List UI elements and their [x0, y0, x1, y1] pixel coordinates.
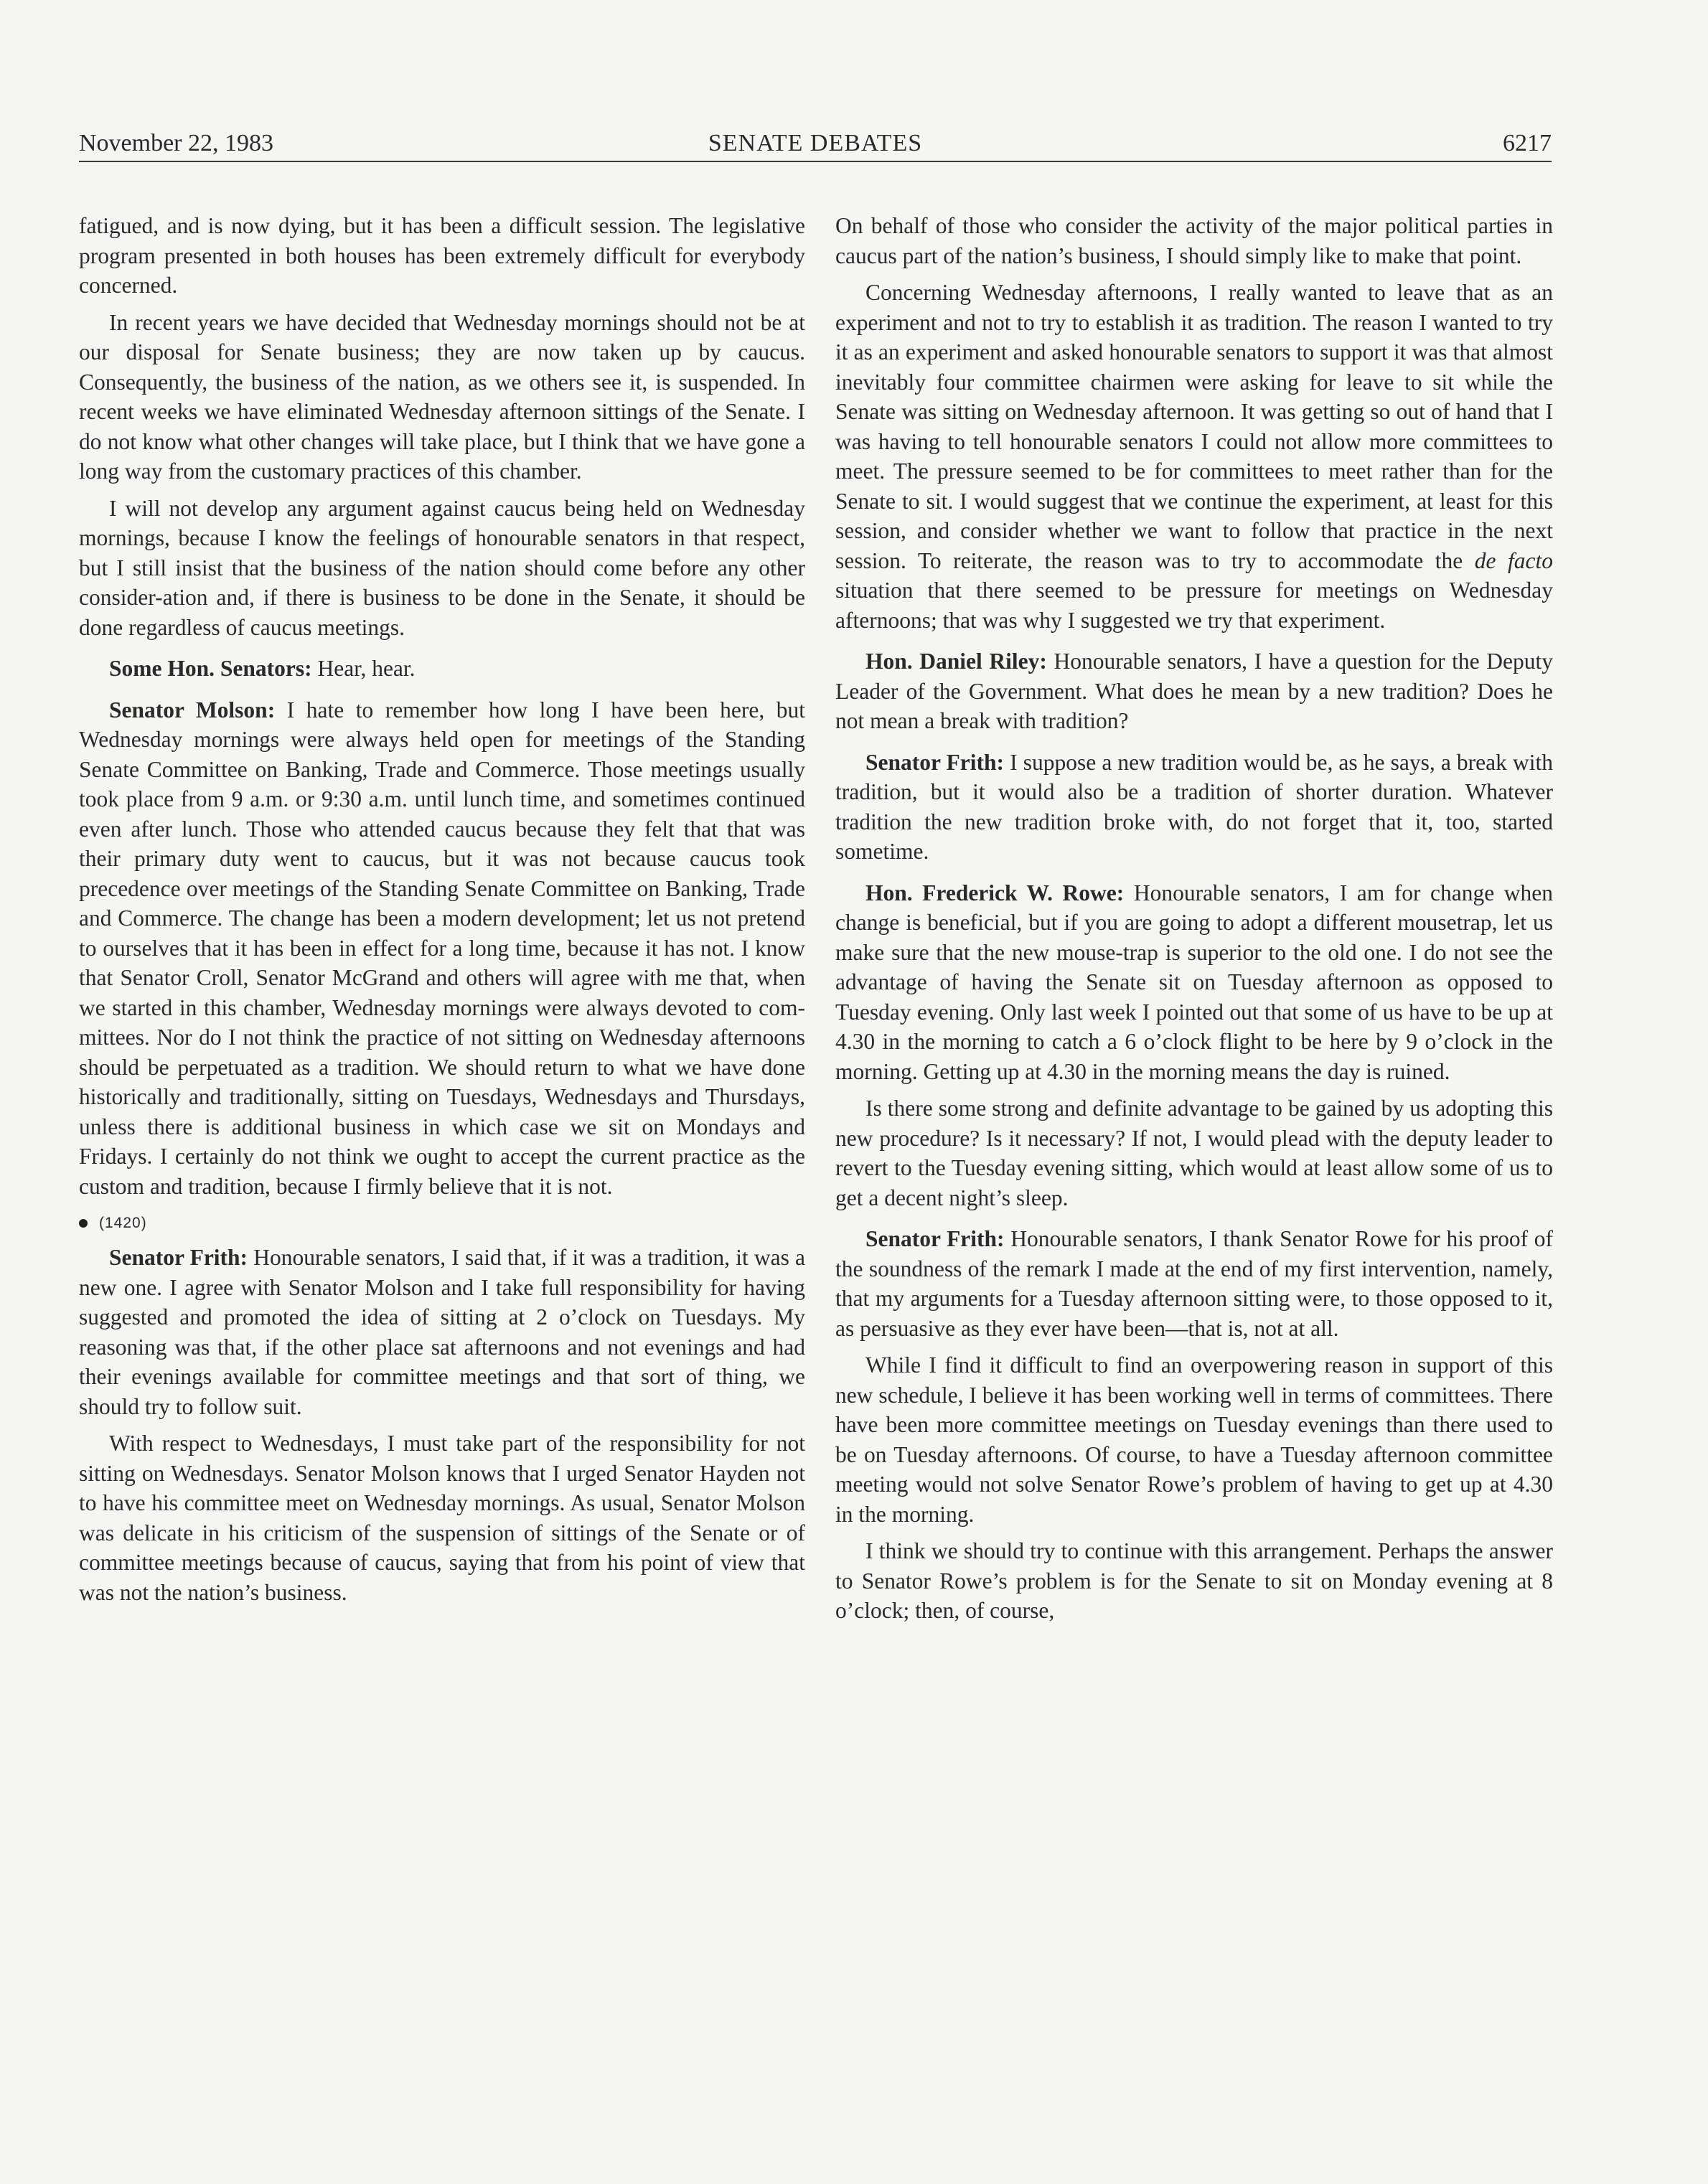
speech-text: I hate to remember how long I have been here, but Wednesday mornings were always held open for meetings of the Standing Senate Committee on Banking, Trade and Commerce. Those meetings usually took place from 9 a.m. or 9:30 a.m. until lunch time, and sometimes continued even after lunch. Those who attended caucus because they felt that that was their primary duty went to caucus, but it was not because caucus took precedence over meetings of the Standing Senate Committee on Banking, Trade and Commerce. The change has been a modern development; let us not pretend to ourselves that it has been in effect for a long time, because it has not. I know that Senator Croll, Senator McGrand and others will agree with me that, when we started in this chamber, Wednesday mornings were always devoted to com-mittees. Nor do I not think the practice of not sitting on Wednesday afternoons should be perpetuated as a tradition. We should return to what we have done historically and traditionally, sitting on Tuesdays, Wednesdays and Thursdays, unless there is additional business in which case we sit on Mondays and Fridays. I certainly do not think we ought to accept the current practice as the custom and tradition, because I firmly believe that it is not.: [79, 697, 805, 1199]
page-header: [79, 126, 1552, 162]
speech-paragraph: [835, 748, 1553, 867]
header-page-number: 6217: [1503, 130, 1552, 156]
speech-paragraph: [79, 654, 805, 684]
speech-text: Honourable senators, I am for change when change is beneficial, but if you are going to adopt a different mousetrap, let us make sure that the new mouse-trap is superior to the old one. I do not see the advantage of having the Senate sit on Tuesday afternoon as opposed to Tuesday evening. Only last week I pointed out that some of us have to be up at 4.30 in the morning to catch a 6 o’clock flight to be here by 9 o’clock in the morning. Getting up at 4.30 in the morning means the day is ruined.: [835, 880, 1553, 1084]
paragraph: fatigued, and is now dying, but it has been a difficult session. The legislative program presented in both houses has been extremely difficult for everybody concerned.: [79, 213, 805, 298]
speech-paragraph: [835, 878, 1553, 1087]
speaker-name: Hon. Frederick W. Rowe:: [865, 880, 1125, 905]
paragraph-text: Concerning Wednesday afternoons, I really wanted to leave that as an experiment and not to try to establish it as tradition. The reason I wanted to try it as an experiment and asked honourable senators to support it was that almost inevitably four committee chairmen were asking for leave to sit while the Senate was sitting on Wednesday afternoon. It was getting so out of hand that I was having to tell honourable senators I could not allow more committees to meet. The pressure seemed to be for committees to meet rather than for the Senate to sit. I would suggest that we continue the experiment, at least for this session, and consider whether we want to follow that practice in the next session. To reiterate, the reason was to try to accommodate the: [835, 280, 1553, 573]
paragraph: While I find it difficult to find an overpowering reason in support of this new schedule, I believe it has been working well in terms of committees. There have been more committee meetings on Tuesday evenings than there used to be on Tuesday afternoons. Of course, to have a Tuesday afternoon committee meeting would not solve Senator Rowe’s problem of having to get up at 4.30 in the morning.: [835, 1352, 1553, 1527]
speech-text: Honourable senators, I thank Senator Rowe for his proof of the soundness of the remark I made at the end of my first intervention, namely, that my arguments for a Tuesday afternoon sitting were, to those opposed to it, as persuasive as they ever have been—that is, not at all.: [835, 1226, 1553, 1341]
paragraph: I think we should try to continue with this arrangement. Perhaps the answer to Senator Rowe’s problem is for the Senate to sit on Monday evening at 8 o’clock; then, of course,: [835, 1538, 1553, 1623]
header-date: November 22, 1983: [79, 130, 274, 156]
paragraph: With respect to Wednesdays, I must take part of the responsibility for not sitting on Wednesdays. Senator Molson knows that I urged Senator Hayden not to have his committee meet on Wednesday mornings. As usual, Senator Molson was delicate in his criticism of the suspension of sittings of the Senate or of committee meetings because of caucus, saying that from his point of view that was not the nation’s business.: [79, 1431, 805, 1605]
italic-phrase: de facto: [1474, 547, 1554, 573]
paragraph-text: situation that there seemed to be pressure for meetings on Wednesday afternoons; that was why I suggested we try that experiment.: [835, 578, 1553, 633]
header-title: SENATE DEBATES: [708, 130, 923, 156]
paragraph: Is there some strong and definite advantage to be gained by us adopting this new procedure? Is it necessary? If not, I would plead with the deputy leader to revert to the Tuesday evening sitting, which would at least allow some of us to get a decent night’s sleep.: [835, 1096, 1553, 1210]
paragraph: On behalf of those who consider the activity of the major political parties in caucus part of the nation’s business, I should simply like to make that point.: [835, 213, 1553, 268]
speaker-name: Hon. Daniel Riley:: [865, 649, 1047, 674]
left-column: [79, 211, 805, 1614]
speaker-name: Some Hon. Senators:: [109, 656, 312, 681]
speech-paragraph: [79, 1243, 805, 1421]
speech-text: Hear, hear.: [317, 656, 416, 681]
speaker-name: Senator Molson:: [109, 697, 276, 722]
speaker-name: Senator Frith:: [865, 1226, 1005, 1251]
paragraph: In recent years we have decided that Wednesday mornings should not be at our disposal for Senate business; they are now taken up by caucus. Consequently, the business of the nation, as we others see it, is suspended. In recent weeks we have eliminated Wednesday afternoon sittings of the Senate. I do not know what other changes will take place, but I think that we have gone a long way from the customary practices of this chamber.: [79, 309, 805, 484]
time-marker: [79, 1211, 805, 1235]
speech-paragraph: [835, 646, 1553, 736]
bullet-icon: [79, 1219, 88, 1228]
right-column: [835, 211, 1553, 1633]
speech-text: Honourable senators, I have a question for the Deputy Leader of the Government. What does he mean by a new tradition? Does he not mean a break with tradition?: [835, 649, 1554, 733]
speech-text: Honourable senators, I said that, if it was a tradition, it was a new one. I agree with Senator Molson and I take full responsibility for having suggested and promoted the idea of sitting at 2 o’clock on Tuesdays. My reasoning was that, if the other place sat afternoons and not evenings and had their evenings available for committee meetings and that sort of thing, we should try to follow suit.: [79, 1245, 805, 1419]
speech-text: I suppose a new tradition would be, as he says, a break with tradition, but it would also be a tradition of shorter duration. Whatever tradition the new tradition broke with, do not forget that it, too, started sometime.: [835, 749, 1553, 864]
speech-paragraph: [835, 1224, 1553, 1343]
speaker-name: Senator Frith:: [109, 1245, 248, 1270]
speaker-name: Senator Frith:: [865, 749, 1005, 775]
paragraph: [835, 278, 1553, 635]
paragraph: I will not develop any argument against caucus being held on Wednesday mornings, because I know the feelings of honourable senators in that respect, but I still insist that the business of the nation should come before any other consider-ation and, if there is business to be done in the Senate, it should be done regardless of caucus meetings.: [79, 495, 805, 640]
time-marker-code: (1420): [99, 1215, 147, 1231]
speech-paragraph: [79, 695, 805, 1202]
